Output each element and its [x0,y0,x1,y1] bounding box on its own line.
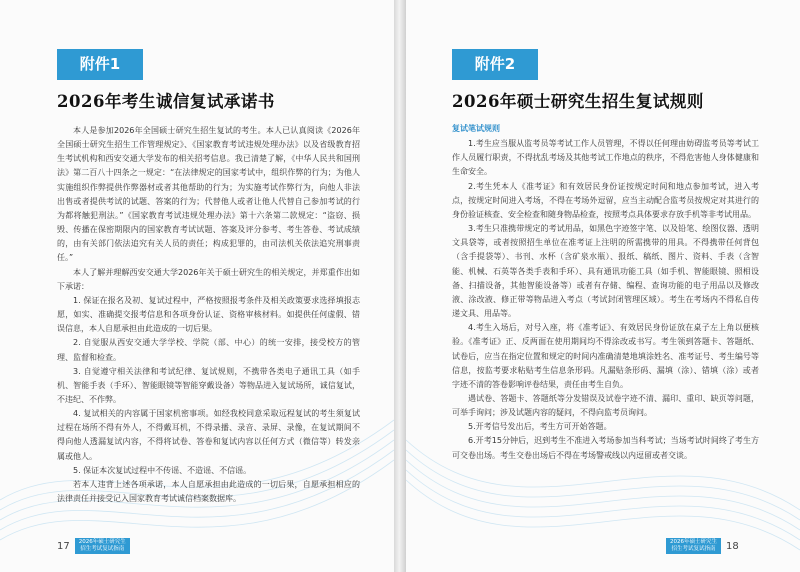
page-number: 17 [57,540,70,552]
rules-body [452,122,759,463]
footer-guide-label: 2026年硕士研究生 招生考试复试指南 [75,538,130,554]
paragraph: 4. 复试相关的内容属于国家机密事项。如经我校同意采取远程复试的考生须复试过程在场所不得有外人，不得戴耳机，不得录播、录音、录屏、录像，在复试期间不得向他人透漏复试内容，不得将试卷、答卷和复试内容以任何方式（微信等）转发亲属或他人。 [57,409,360,461]
page-footer [57,538,130,554]
paragraph: 2.考生凭本人《准考证》和有效居民身份证按规定时间和地点参加考试，进入考点，按规定时间进入考场，不得在考场外逗留，应当主动配合监考员按规定对其进行的身份验证核查、安全检查和随身物品检查，按照考点具体要求存放手机等非考试用品。 [452,181,759,219]
paragraph: 1. 保证在报名及初、复试过程中，严格按照报考条件及相关政策要求选择填报志愿，如实、准确提交报考信息和各项身份认证、资格审核材料。如提供任何虚假、错误信息，本人自愿承担由此造成的一切后果。 [57,295,360,334]
footer-guide-label: 2026年硕士研究生 招生考试复试指南 [666,538,721,554]
page-number: 18 [726,540,739,552]
paragraph: 5.开考信号发出后，考生方可开始答题。 [468,422,612,432]
page-title: 2026年硕士研究生招生复试规则 [452,92,704,111]
page-title: 2026年考生诚信复试承诺书 [57,92,275,111]
paragraph: 3.考生只准携带规定的考试用品，如黑色字迹签字笔、以及铅笔、绘图仪器、透明文具袋等，或者按照招生单位在准考证上注明的所需携带的用具。不得携带任何背包（含手提袋等）、书刊、水杯（含矿泉水瓶）、报纸、稿纸、图片、资料、手表（含智能、机械、石英等各类手表和手环）、具有通讯功能工具（如手机、智能眼镜、照相设备、扫描设备，其他智能设备等）或者有存储、编程、查询功能的电子用品以及修改液、涂改液、修正带等物品进入考点（考试封闭管理区域）。考生在考场内不得私自传递文具、用品等。 [452,224,759,319]
right-page [406,0,800,572]
commitment-body [57,124,360,506]
paragraph: 遇试卷、答题卡、答题纸等分发错误及试卷字迹不清、漏印、重印、缺页等问题，可举手询问；涉及试题内容的疑问，不得向监考员询问。 [452,393,759,418]
paragraph: 若本人违背上述各项承诺，本人自愿承担由此造成的一切后果，自愿承担相应的法律责任并接受记入国家教育考试诚信档案数据库。 [57,479,360,504]
paragraph: 1.考生应当服从监考员等考试工作人员管理，不得以任何理由妨碍监考员等考试工作人员履行职责，不得扰乱考场及其他考试工作地点的秩序，不得危害他人身体健康和生命安全。 [452,139,759,177]
paragraph: 本人是参加2026年全国硕士研究生招生复试的考生。本人已认真阅读《2026年全国硕士研究生招生工作管理规定》、《国家教育考试违规处理办法》以及省级教育招生考试机构和西安交通大学发布的相关招考信息。我已清楚了解，《中华人民共和国刑法》第二百八十四条之一规定：“在法律规定的国家考试中，组织作弊的行为；为他人实施组织作弊提供作弊器材或者其他帮助的行为；为实施考试作弊行为，向他人非法出售或者提供考试的试题、答案的行为；代替他人或者让他人代替自己参加考试的行为都将触犯刑法。”《国家教育考试违规处理办法》第十六条第二款规定：“盗窃、损毁、传播在保密期限内的国家教育考试试题、答案及评分参考、考生答卷、考试成绩的，由有关部门依法追究有关人员的责任；构成犯罪的，由司法机关依法追究刑事责任。” [57,126,360,263]
section-subheading: 复试笔试规则 [452,124,500,133]
attachment-tag: 附件1 [57,49,143,80]
page-footer [666,538,739,554]
paragraph: 4.考生入场后，对号入座，将《准考证》、有效居民身份证放在桌子左上角以便核验。《准考证》正、反两面在使用期间均不得涂改或书写。考生领到答题卡、答题纸、试卷后，应当在指定位置和规定的时间内准确清楚地填涂姓名、准考证号、考生编号等信息，按监考要求粘贴考生信息条形码。凡漏贴条形码、漏填（涂）、错填（涂）或者字迹不清的答卷影响评卷结果，责任由考生自负。 [452,323,759,389]
paragraph: 5. 保证本次复试过程中不传谣、不造谣、不信谣。 [73,465,252,475]
paragraph: 6.开考15分钟后，迟到考生不准进入考场参加当科考试；当场考试时间终了考生方可交卷出场。考生交卷出场后不得在考场警戒线以内逗留或者交谈。 [452,436,759,460]
paragraph: 3. 自觉遵守相关法律和考试纪律、复试规则，不携带各类电子通讯工具（如手机、智能手表（手环）、智能眼镜等智能穿戴设备）等物品进入复试场所，诚信复试，不违纪、不作弊。 [57,366,360,404]
left-page [0,0,394,572]
attachment-tag: 附件2 [452,49,538,80]
book-spine [394,0,406,572]
paragraph: 2. 自觉服从西安交通大学学校、学院（部、中心）的统一安排，接受校方的管理、监督和检查。 [57,338,360,362]
paragraph: 本人了解并理解西安交通大学2026年关于硕士研究生的相关规定，并郑重作出如下承诺： [57,267,360,291]
